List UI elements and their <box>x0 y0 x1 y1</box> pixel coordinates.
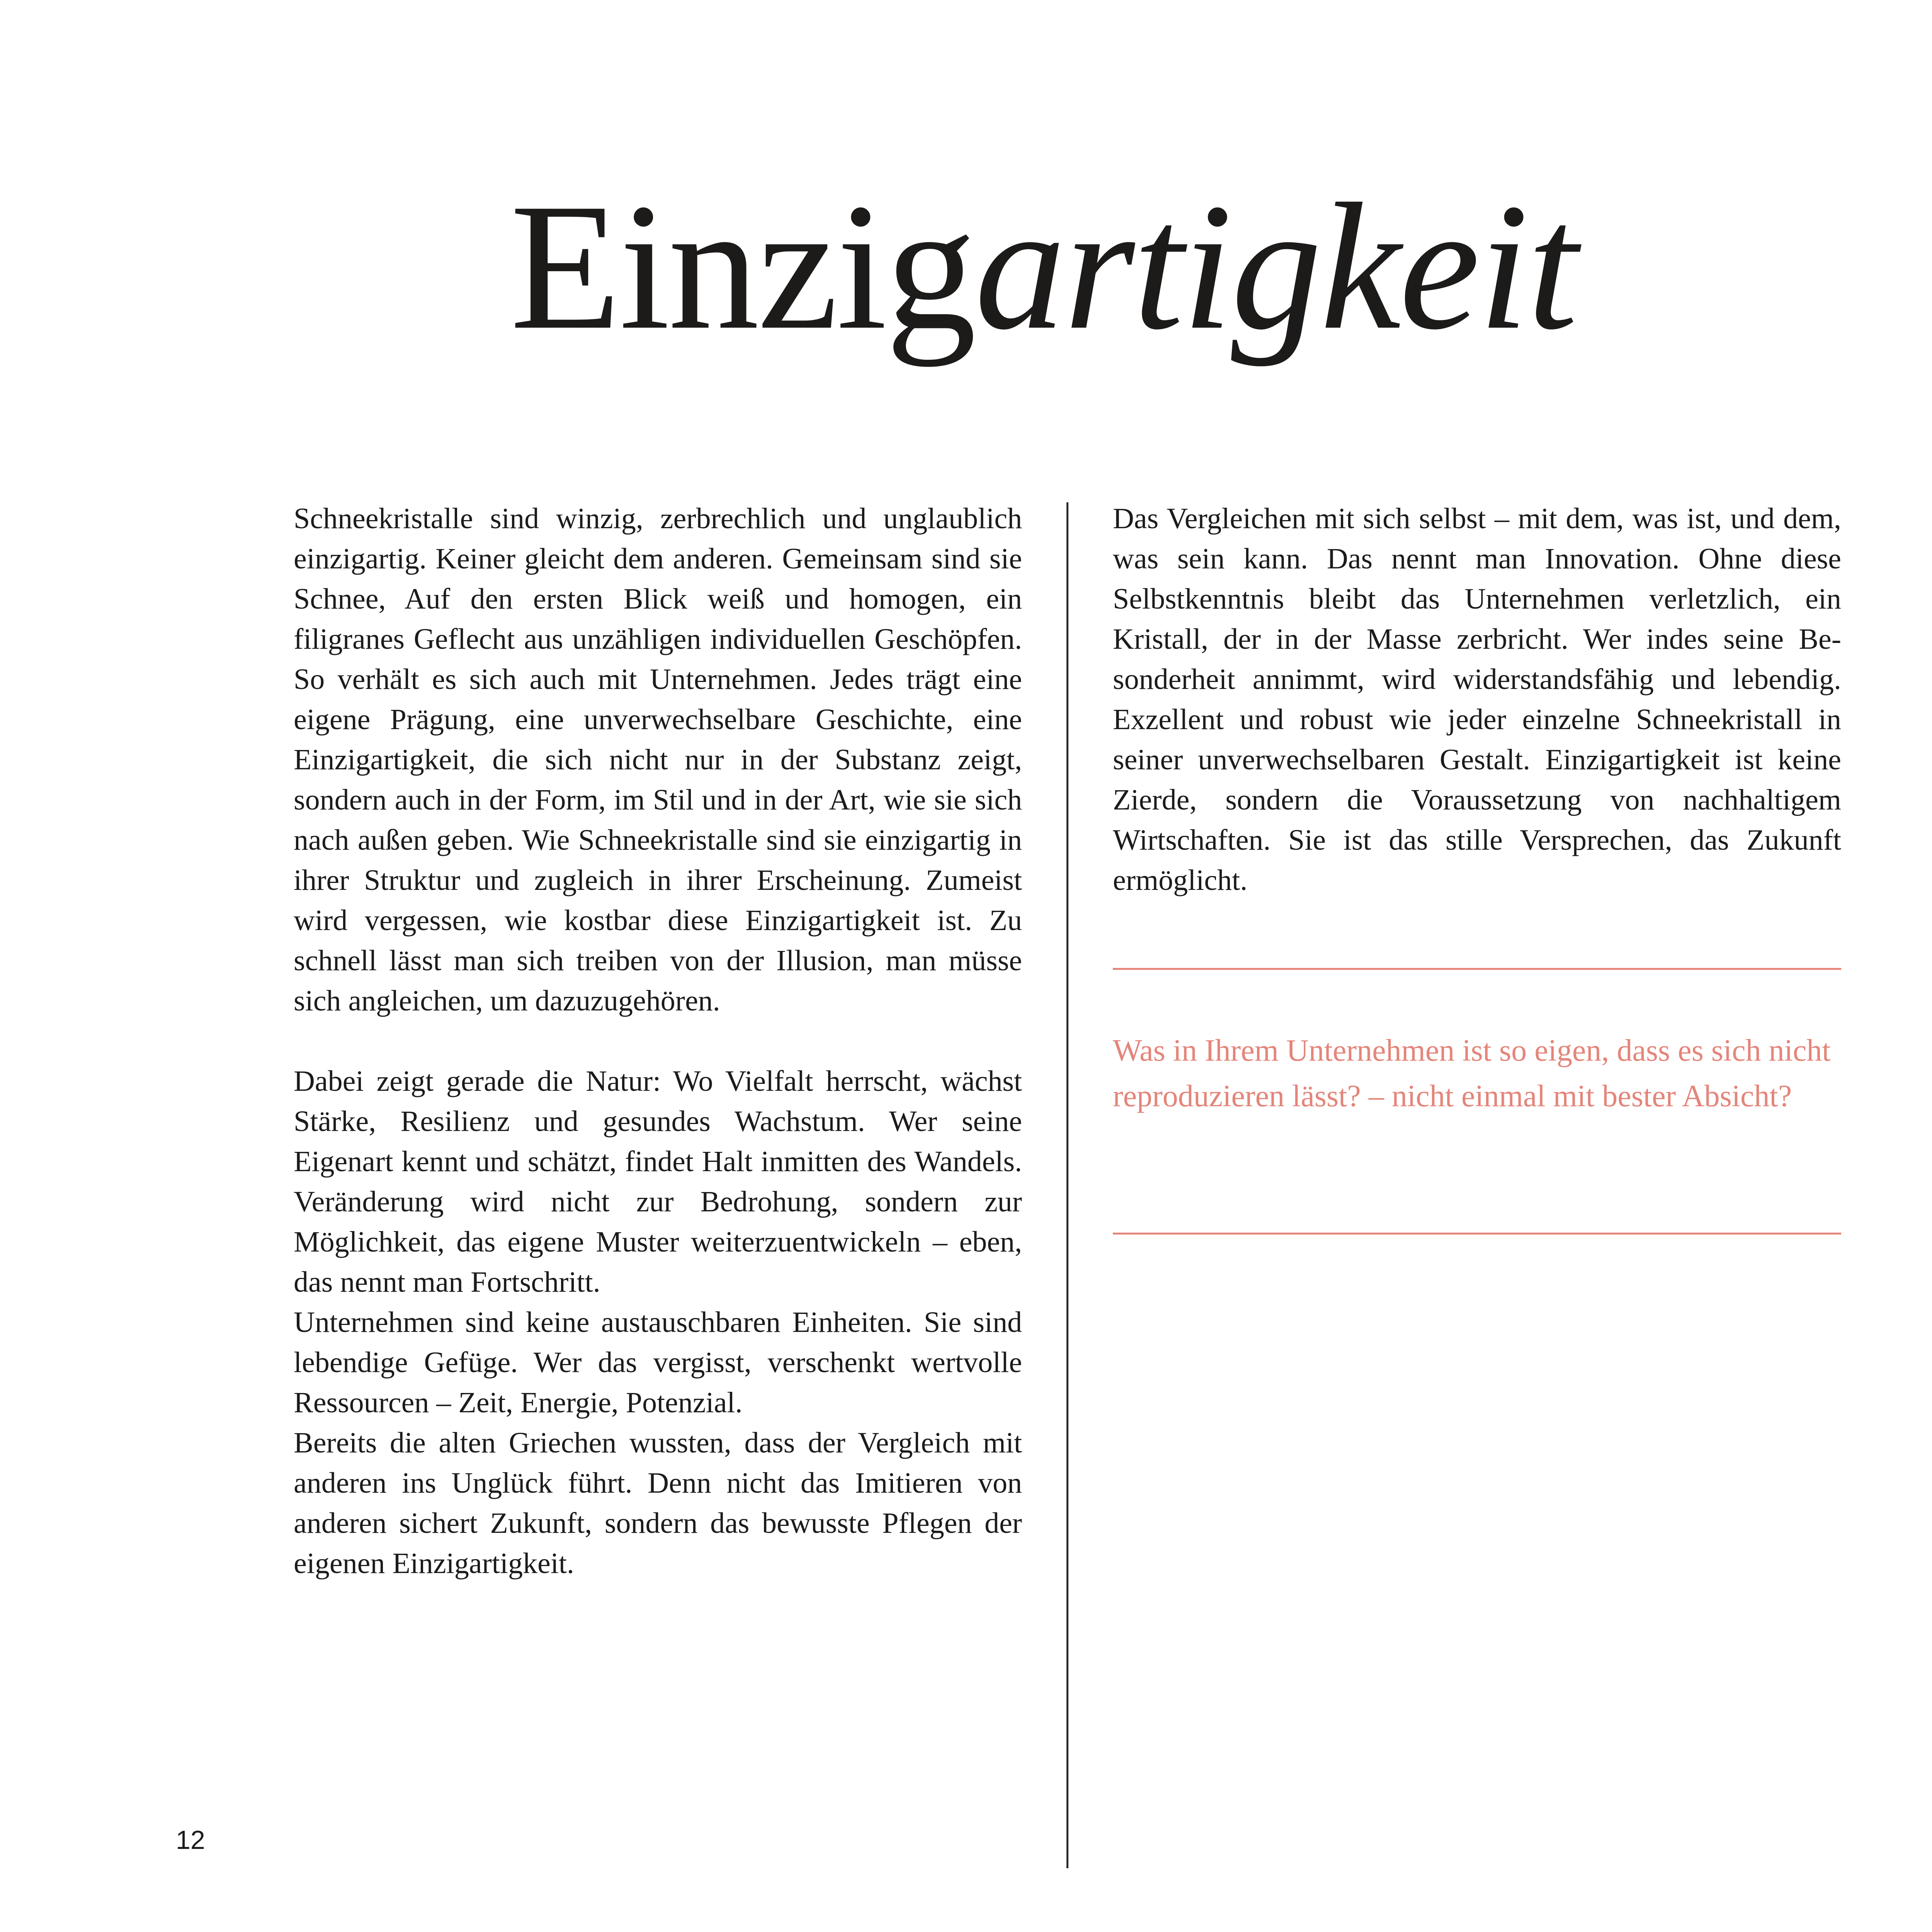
title-italic: artigkeit <box>975 166 1577 367</box>
page-title <box>510 166 1577 367</box>
left-text-column <box>294 498 1022 1583</box>
left-paragraph-3: Unternehmen sind keine austauschbaren Einheiten. Sie sind lebendige Gefüge. Wer das vergisst, verschenkt wertvolle Ressourcen – Zeit, Energie, Potenzial. <box>294 1306 1022 1419</box>
right-paragraph-1: Das Vergleichen mit sich selbst – mit dem, was ist, und dem, was sein kann. Das nennt man Innovation. Ohne diese Selbstkenntnis bleibt das Unternehmen verletzlich, ein Kristall, der in der Masse zerbricht. Wer indes seine Besonderheit annimmt, wird widerstandsfähig und lebendig. Exzellent und robust wie jeder einzelne Schneekristall in seiner unverwechselbaren Gestalt. Einzigartigkeit ist keine Zierde, sondern die Voraussetzung von nachhaltigem Wirtschaften. Sie ist das stille Versprechen, das Zukunft ermöglicht. <box>1113 502 1841 896</box>
page-number: 12 <box>176 1825 205 1855</box>
left-paragraph-2: Dabei zeigt gerade die Natur: Wo Vielfalt herrscht, wächst Stärke, Resilienz und gesundes Wachstum. Wer seine Eigenart kennt und schätzt, findet Halt inmitten des Wandels. Veränderung wird nicht zur Bedrohung, sondern zur Möglichkeit, das eigene Muster weiterzuentwickeln – eben, das nennt man Fortschritt. <box>294 1065 1022 1298</box>
reflection-question: Was in Ihrem Unternehmen ist so eigen, dass es sich nicht reproduzieren lässt? – nicht einmal mit bester Absicht? <box>1113 1034 1831 1113</box>
title-upright: Einzig <box>510 166 975 367</box>
left-paragraph-1: Schneekristalle sind winzig, zerbrechlich und unglaublich einzigartig. Keiner gleicht dem anderen. Gemeinsam sind sie Schnee, Auf den ersten Blick weiß und homogen, ein filigranes Geflecht aus unzähligen individuellen Geschöpfen. So verhält es sich auch mit Unternehmen. Jedes trägt eine eigene Prägung, eine unverwechselbare Geschichte, eine Einzigartigkeit, die sich nicht nur in der Substanz zeigt, sondern auch in der Form, im Stil und in der Art, wie sie sich nach außen geben. Wie Schneekristalle sind sie einzigartig in ihrer Struktur und zugleich in ihrer Erscheinung. Zumeist wird vergessen, wie kostbar diese Einzigartigkeit ist. Zu schnell lässt man sich treiben von der Illusion, man müsse sich angleichen, um dazuzugehören. <box>294 502 1022 1017</box>
right-text-column <box>1113 498 1841 900</box>
column-divider <box>1066 502 1068 1868</box>
paragraph-gap <box>294 1021 1022 1061</box>
question-rule-top <box>1113 968 1841 970</box>
left-paragraph-4: Bereits die alten Griechen wussten, dass der Vergleich mit anderen ins Unglück führt. Denn nicht das Imitieren von anderen sichert Zukunft, sondern das bewusste Pflegen der eigenen Einzigartigkeit. <box>294 1427 1022 1580</box>
question-rule-bottom <box>1113 1233 1841 1235</box>
